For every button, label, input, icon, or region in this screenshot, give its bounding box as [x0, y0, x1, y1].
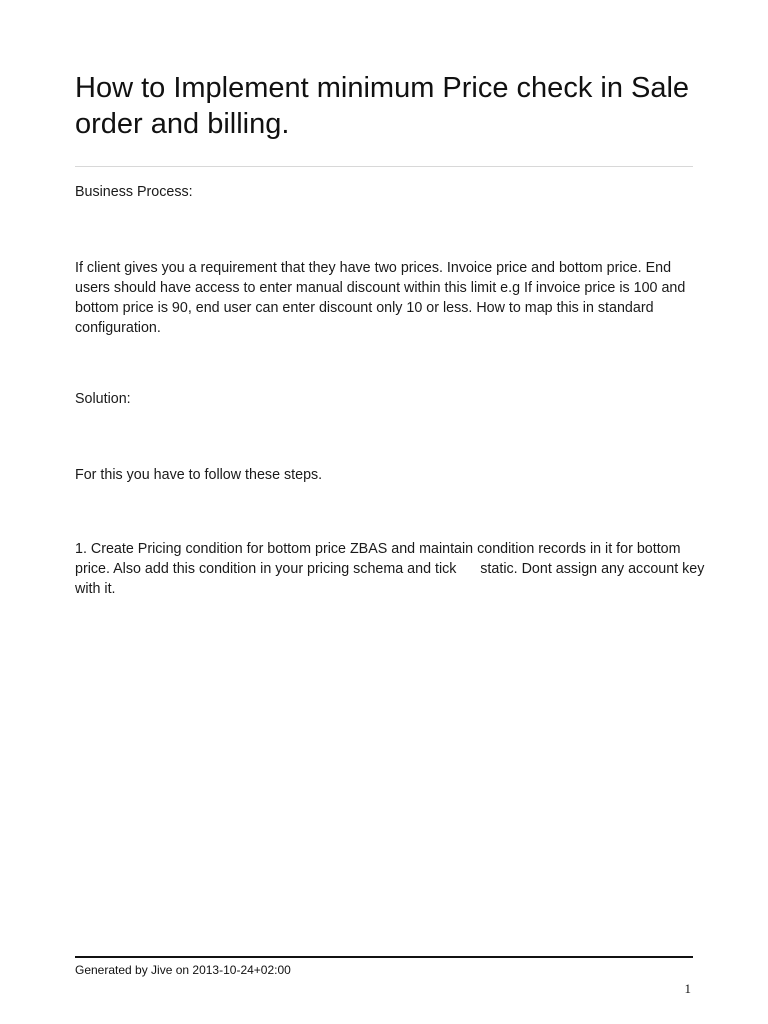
footer-generated-by: Generated by Jive on 2013-10-24+02:00 — [75, 963, 291, 977]
document-title: How to Implement minimum Price check in Sale order and billing. — [75, 72, 690, 140]
footer-divider — [75, 956, 693, 958]
requirement-paragraph: If client gives you a requirement that they have two prices. Invoice price and bottom price. End users should have access to enter manual discount within this limit e.g If invoice price is 100 and bottom price is 90, end user can enter discount only 10 or less. How to map this in standard configuration. — [75, 260, 686, 336]
step-1-paragraph: 1. Create Pricing condition for bottom price ZBAS and maintain condition records in it for bottom price. Also add this condition in your pricing schema and tick static. Dont assign any account key with it. — [75, 541, 709, 597]
steps-intro-paragraph: For this you have to follow these steps. — [75, 467, 323, 483]
business-process-heading: Business Process: — [75, 184, 193, 200]
title-divider — [75, 166, 693, 167]
page-number: 1 — [684, 981, 691, 996]
solution-heading: Solution: — [75, 391, 131, 407]
